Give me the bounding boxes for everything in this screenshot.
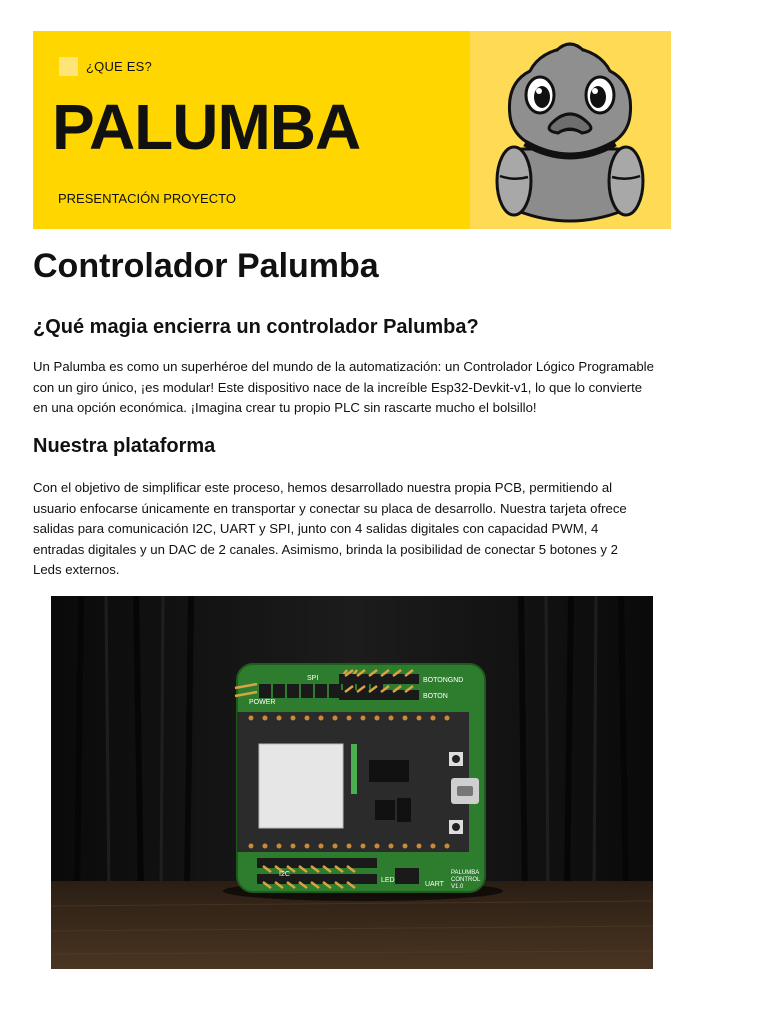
pcb-label-i2c: I2C (279, 871, 290, 878)
pcb-label-led: LED (381, 877, 395, 884)
eyebrow-square-icon (59, 57, 78, 76)
paragraph-line: usuario enfocarse únicamente en transportar y conectar su placa de desarrollo. Nuestra tarjeta ofrece (33, 500, 627, 516)
pigeon-mascot-icon (470, 31, 671, 229)
paragraph-line: Leds externos. (33, 562, 120, 577)
pcb-photo (51, 596, 653, 969)
mascot-panel (470, 31, 671, 229)
eyebrow-label: ¿QUE ES? (86, 59, 152, 74)
paragraph-line: Un Palumba es como un superhéroe del mundo de la automatización: un Controlador Lógico Programable (33, 359, 654, 374)
section-heading-magia: ¿Qué magia encierra un controlador Palumba? (33, 316, 479, 338)
paragraph-line: Con el objetivo de simplificar este proceso, hemos desarrollado nuestra propia PCB, permitiendo al (33, 480, 613, 495)
pcb-render-image (51, 596, 653, 969)
paragraph-plataforma (33, 478, 678, 581)
pcb-label-boton: BOTON (423, 693, 448, 700)
brand-subtitle: PRESENTACIÓN PROYECTO (58, 191, 236, 206)
pcb-label-version: V1.0 (451, 884, 464, 890)
banner-text-panel (33, 31, 470, 229)
header-banner (33, 31, 671, 229)
eyebrow (59, 57, 152, 76)
pcb-label-control: CONTROL (451, 877, 481, 883)
paragraph-line: con un giro único, ¡es modular! Este dispositivo nace de la increíble Esp32-Devkit-v1, lo que lo convierte (33, 379, 643, 395)
paragraph-line: salidas para comunicación I2C, UART y SPI, junto con 4 salidas digitales con capacidad PWM, 4 (33, 521, 599, 536)
pcb-label-spi: SPI (307, 675, 319, 682)
pcb-label-power: POWER (249, 699, 276, 706)
pcb-label-botongnd: BOTONGND (423, 677, 464, 684)
paragraph-intro (33, 357, 678, 419)
paragraph-line: en una opción económica. ¡Imagina crear tu propio PLC sin rascarte mucho el bolsillo! (33, 400, 537, 415)
article-title: Controlador Palumba (33, 247, 379, 285)
brand-title: PALUMBA (52, 91, 361, 163)
paragraph-line: entradas digitales y un DAC de 2 canales. Asimismo, brinda la posibilidad de conectar 5 botones y 2 (33, 541, 618, 557)
section-heading-plataforma: Nuestra plataforma (33, 435, 216, 457)
pcb-label-brand: PALUMBA (451, 870, 480, 876)
pcb-label-uart: UART (425, 881, 444, 888)
